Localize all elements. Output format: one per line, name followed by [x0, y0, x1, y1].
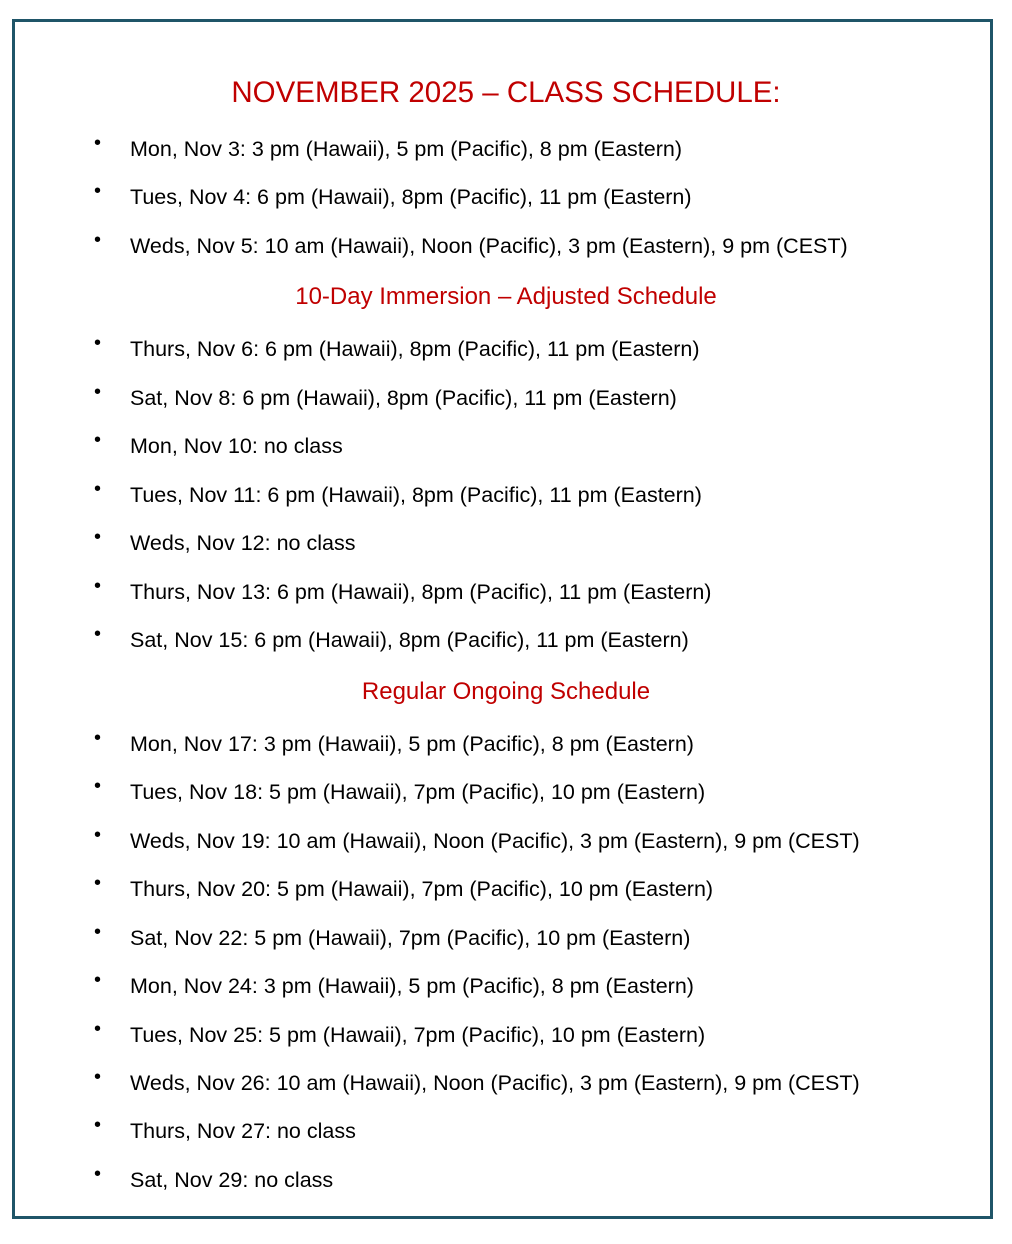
bullet-icon: • — [94, 429, 102, 451]
list-item-text: Sat, Nov 15: 6 pm (Hawaii), 8pm (Pacific), 11 pm (Eastern) — [130, 628, 689, 652]
list-item-text: Thurs, Nov 20: 5 pm (Hawaii), 7pm (Pacific), 10 pm (Eastern) — [130, 877, 714, 901]
bullet-icon: • — [94, 229, 102, 251]
bullet-icon: • — [94, 180, 102, 202]
bullet-icon: • — [94, 824, 102, 846]
list-item-text: Thurs, Nov 13: 6 pm (Hawaii), 8pm (Pacific), 11 pm (Eastern) — [130, 580, 712, 604]
list-item-text: Thurs, Nov 6: 6 pm (Hawaii), 8pm (Pacific), 11 pm (Eastern) — [130, 337, 700, 361]
bullet-icon: • — [94, 727, 102, 749]
list-item-text: Tues, Nov 4: 6 pm (Hawaii), 8pm (Pacific), 11 pm (Eastern) — [130, 185, 692, 209]
bullet-icon: • — [94, 332, 102, 354]
list-item-text: Tues, Nov 25: 5 pm (Hawaii), 7pm (Pacific), 10 pm (Eastern) — [130, 1023, 706, 1047]
bullet-icon: • — [94, 132, 102, 154]
bullet-icon: • — [94, 526, 102, 548]
list-item-text: Mon, Nov 24: 3 pm (Hawaii), 5 pm (Pacific), 8 pm (Eastern) — [130, 974, 694, 998]
list-item-text: Mon, Nov 10: no class — [130, 434, 343, 458]
list-item-text: Weds, Nov 19: 10 am (Hawaii), Noon (Pacific), 3 pm (Eastern), 9 pm (CEST) — [130, 829, 860, 853]
bullet-icon: • — [94, 872, 102, 894]
list-item-text: Tues, Nov 11: 6 pm (Hawaii), 8pm (Pacific), 11 pm (Eastern) — [130, 483, 702, 507]
list-item-text: Sat, Nov 8: 6 pm (Hawaii), 8pm (Pacific), 11 pm (Eastern) — [130, 386, 677, 410]
list-item-text: Thurs, Nov 27: no class — [130, 1119, 356, 1143]
list-item-text: Weds, Nov 26: 10 am (Hawaii), Noon (Pacific), 3 pm (Eastern), 9 pm (CEST) — [130, 1071, 860, 1095]
bullet-icon: • — [94, 1066, 102, 1088]
list-item-text: Sat, Nov 29: no class — [130, 1168, 334, 1192]
bullet-icon: • — [94, 969, 102, 991]
bullet-icon: • — [94, 921, 102, 943]
bullet-icon: • — [94, 478, 102, 500]
list-item-text: Weds, Nov 5: 10 am (Hawaii), Noon (Pacific), 3 pm (Eastern), 9 pm (CEST) — [130, 234, 848, 258]
list-item-text: Weds, Nov 12: no class — [130, 531, 356, 555]
page-title: NOVEMBER 2025 – CLASS SCHEDULE: — [231, 76, 781, 109]
section-heading-immersion: 10-Day Immersion – Adjusted Schedule — [295, 283, 717, 310]
list-item-text: Sat, Nov 22: 5 pm (Hawaii), 7pm (Pacific), 10 pm (Eastern) — [130, 926, 691, 950]
bullet-icon: • — [94, 775, 102, 797]
bullet-icon: • — [94, 1114, 102, 1136]
bullet-icon: • — [94, 575, 102, 597]
list-item-text: Mon, Nov 3: 3 pm (Hawaii), 5 pm (Pacific), 8 pm (Eastern) — [130, 137, 682, 161]
bullet-icon: • — [94, 1163, 102, 1185]
bullet-icon: • — [94, 623, 102, 645]
bullet-icon: • — [94, 1018, 102, 1040]
section-heading-regular: Regular Ongoing Schedule — [361, 678, 651, 705]
bullet-icon: • — [94, 381, 102, 403]
list-item-text: Tues, Nov 18: 5 pm (Hawaii), 7pm (Pacific), 10 pm (Eastern) — [130, 780, 706, 804]
list-item-text: Mon, Nov 17: 3 pm (Hawaii), 5 pm (Pacific), 8 pm (Eastern) — [130, 732, 694, 756]
